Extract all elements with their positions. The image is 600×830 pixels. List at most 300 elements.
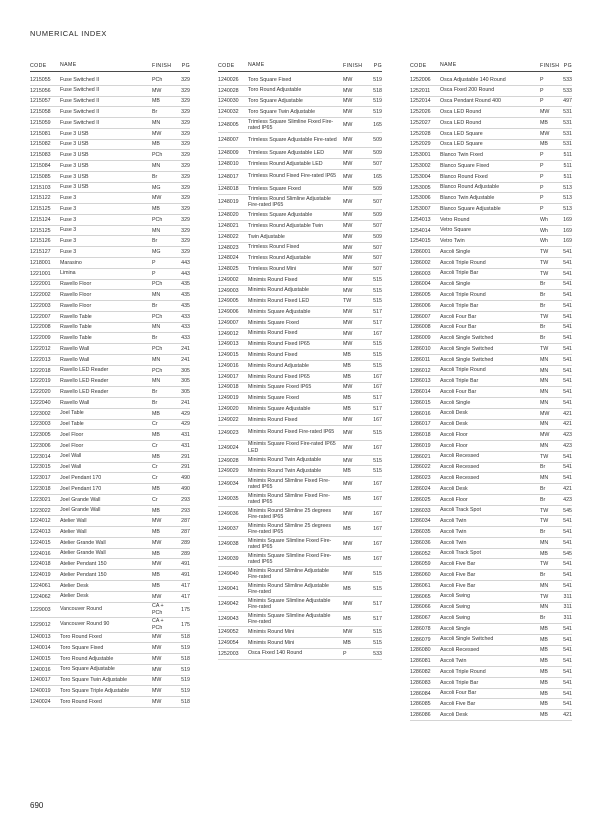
product-name: Joel Wall <box>60 453 82 460</box>
product-code: 1286060 <box>410 572 431 579</box>
index-row <box>218 340 382 351</box>
index-row <box>30 603 190 618</box>
index-row <box>218 86 382 97</box>
page-ref: 515 <box>373 468 382 475</box>
product-name: Toro Square Fixed <box>60 644 104 651</box>
product-name: Atelier Pendant 150 <box>60 561 107 568</box>
product-code: 1215124 <box>30 216 51 223</box>
product-code: 1252006 <box>410 76 431 83</box>
product-code: 1249036 <box>218 511 239 518</box>
page-ref: 519 <box>373 76 382 83</box>
index-row <box>30 643 190 654</box>
product-code: 1286083 <box>410 679 431 686</box>
finish: MN <box>540 378 549 385</box>
product-code: 1249007 <box>218 319 239 326</box>
index-row <box>410 280 572 291</box>
product-code: 1286022 <box>410 464 431 471</box>
index-column-1 <box>30 62 190 708</box>
finish: MB <box>343 586 351 593</box>
product-name: Ascoli Triple Round <box>440 291 486 298</box>
finish: MB <box>152 432 160 439</box>
index-row <box>30 527 190 538</box>
page-ref: 329 <box>181 227 190 234</box>
product-code: 1286082 <box>410 668 431 675</box>
page-ref: 541 <box>563 367 572 374</box>
finish: P <box>540 76 544 83</box>
product-name: Ravello LED Reader <box>60 378 109 385</box>
product-name: Minimis Round Fixed IP65 <box>248 341 310 348</box>
product-code: 1249006 <box>218 309 239 316</box>
finish: MW <box>152 634 162 641</box>
finish: MB <box>152 529 160 536</box>
finish: MN <box>152 227 161 234</box>
index-column-2 <box>218 62 382 660</box>
finish: Cr <box>152 464 158 471</box>
index-row <box>410 656 572 667</box>
index-row <box>30 559 190 570</box>
page-ref: 329 <box>181 130 190 137</box>
finish: MN <box>540 356 549 363</box>
product-name: Joel Grande Wall <box>60 507 101 514</box>
page-ref: 541 <box>563 658 572 665</box>
column-header <box>218 62 382 72</box>
finish: MB <box>540 690 548 697</box>
index-row <box>410 527 572 538</box>
index-row <box>30 452 190 463</box>
product-code: 1221001 <box>30 270 51 277</box>
product-name: Ascoli Single Switched <box>440 335 494 342</box>
page-ref: 511 <box>563 152 572 159</box>
finish: MW <box>343 109 353 116</box>
page-ref: 507 <box>373 266 382 273</box>
finish: MN <box>152 378 161 385</box>
product-name: Ascoli Recessed <box>440 647 480 654</box>
product-name: Ascoli Track Spot <box>440 550 481 557</box>
product-name: Fuse 3 USB <box>60 130 89 137</box>
product-name: Blanco Round Adjustable <box>440 184 500 191</box>
product-name: Osca LED Square <box>440 130 483 137</box>
page-ref: 518 <box>181 634 190 641</box>
finish: P <box>540 206 544 213</box>
product-code: 1249039 <box>218 556 239 563</box>
product-code: 1286003 <box>410 270 431 277</box>
index-row <box>30 226 190 237</box>
index-row <box>410 247 572 258</box>
index-row <box>218 466 382 477</box>
product-code: 1248018 <box>218 186 239 193</box>
product-code: 1253001 <box>410 152 431 159</box>
product-code: 1286025 <box>410 496 431 503</box>
index-row <box>410 463 572 474</box>
product-name: Blanco Square Adjustable <box>440 205 501 212</box>
index-row <box>218 318 382 329</box>
page-ref: 515 <box>373 639 382 646</box>
page-ref: 541 <box>563 378 572 385</box>
finish: MB <box>343 639 351 646</box>
finish: MN <box>152 163 161 169</box>
product-name: Ravello Table <box>60 335 92 342</box>
finish: MB <box>540 701 548 708</box>
finish: MW <box>343 87 353 94</box>
product-name: Twin Adjustable <box>248 233 285 240</box>
index-row <box>30 538 190 549</box>
product-code: 1286035 <box>410 529 431 536</box>
page-ref: 541 <box>563 475 572 482</box>
page-ref: 509 <box>373 233 382 240</box>
index-row <box>30 592 190 603</box>
finish: MW <box>152 518 162 525</box>
finish: Br <box>540 496 546 503</box>
product-code: 1215126 <box>30 238 51 245</box>
product-name: Minimis Round Fixed <box>248 276 298 283</box>
product-code: 1240026 <box>218 76 239 83</box>
page-ref: 329 <box>181 98 190 105</box>
product-code: 1249054 <box>218 639 239 646</box>
product-code: 1249002 <box>218 276 239 283</box>
index-row <box>30 409 190 420</box>
page-ref: 517 <box>373 601 382 608</box>
finish: MB <box>540 141 548 148</box>
product-name: Ravello Table <box>60 324 92 331</box>
page-ref: 329 <box>181 87 190 94</box>
finish: PCh <box>152 216 163 223</box>
page-ref: 169 <box>563 216 572 223</box>
index-row <box>410 193 572 204</box>
page-ref: 431 <box>181 432 190 439</box>
product-code: 1248010 <box>218 160 239 167</box>
page-ref: 515 <box>373 287 382 294</box>
finish: MN <box>540 389 549 396</box>
product-code: 1286010 <box>410 346 431 353</box>
product-code: 1223002 <box>30 410 51 417</box>
finish: MW <box>343 137 353 144</box>
page-ref: 517 <box>373 406 382 413</box>
product-name: Minimis Round Adjustable <box>248 287 309 294</box>
product-name: Ravello LED Reader <box>60 388 109 395</box>
product-code: 1286006 <box>410 302 431 309</box>
index-row <box>30 269 190 280</box>
product-name: Ascoli Single Switched <box>440 356 494 363</box>
product-name: Ascoli Single Switched <box>440 345 494 352</box>
header-page: PG <box>373 63 382 69</box>
product-code: 1286036 <box>410 539 431 546</box>
finish: MB <box>343 556 351 563</box>
index-row <box>30 204 190 215</box>
index-row <box>218 477 382 492</box>
page-ref: 167 <box>373 330 382 337</box>
page-ref: 311 <box>563 593 572 600</box>
index-row <box>30 312 190 323</box>
page-ref: 515 <box>373 276 382 283</box>
product-code: 1286004 <box>410 281 431 288</box>
page-ref: 311 <box>563 604 572 611</box>
page-ref: 289 <box>181 539 190 546</box>
page-ref: 509 <box>373 137 382 144</box>
product-code: 1240028 <box>218 87 239 94</box>
header-finish: FINISH <box>540 63 560 69</box>
product-name: Osca Adjustable 140 Round <box>440 76 506 83</box>
product-code: 1286008 <box>410 324 431 331</box>
finish: Br <box>152 389 158 396</box>
page-ref: 541 <box>563 690 572 697</box>
page-ref: 507 <box>373 199 382 206</box>
page-ref: 545 <box>563 550 572 557</box>
page-ref: 423 <box>563 432 572 439</box>
product-name: Ascoli Four Bar <box>440 313 477 320</box>
page-ref: 329 <box>181 76 190 83</box>
index-row <box>218 170 382 185</box>
product-code: 1248023 <box>218 244 239 251</box>
page-ref: 533 <box>563 87 572 94</box>
index-row <box>410 484 572 495</box>
page-ref: 443 <box>181 259 190 266</box>
finish: PCh <box>152 152 163 159</box>
product-code: 1240017 <box>30 677 51 684</box>
product-code: 1252014 <box>410 98 431 105</box>
index-row <box>30 633 190 644</box>
product-name: Ascoli Recessed <box>440 464 480 471</box>
product-name: Joel Pendant 170 <box>60 485 102 492</box>
page-ref: 291 <box>181 453 190 460</box>
product-name: Vetro Round <box>440 216 470 223</box>
product-code: 1249003 <box>218 287 239 294</box>
index-row <box>218 582 382 597</box>
product-code: 1286078 <box>410 625 431 632</box>
page-ref: 515 <box>373 586 382 593</box>
page-ref: 435 <box>181 302 190 309</box>
page-ref: 541 <box>563 313 572 320</box>
index-row <box>218 441 382 456</box>
page-ref: 175 <box>181 606 190 613</box>
finish: MB <box>152 507 160 514</box>
product-code: 1215058 <box>30 109 51 116</box>
page-ref: 175 <box>181 621 190 628</box>
product-code: 1286023 <box>410 475 431 482</box>
product-name: Minimis Round Slimline Fixed Fire-rated IP65 <box>248 492 330 506</box>
finish: MW <box>540 130 550 137</box>
index-row <box>30 463 190 474</box>
product-name: Trimless Square Fixed <box>248 186 301 193</box>
finish: TW <box>540 270 549 277</box>
product-name: Minimis Round Fixed <box>248 416 298 423</box>
finish: MN <box>540 421 549 428</box>
product-name: Ascoli Five Bar <box>440 561 476 568</box>
product-name: Osca LED Square <box>440 141 483 148</box>
product-name: Ascoli Desk <box>440 485 468 492</box>
page-ref: 531 <box>563 109 572 116</box>
index-row <box>218 210 382 221</box>
index-row <box>410 398 572 409</box>
finish: MW <box>152 195 162 202</box>
index-row <box>410 409 572 420</box>
header-code: CODE <box>30 63 47 69</box>
finish: MG <box>152 249 161 256</box>
product-name: Ascoli Single <box>440 399 471 406</box>
page-ref: 291 <box>181 464 190 471</box>
product-name: Toro Square Triple Adjustable <box>60 688 130 695</box>
finish: MB <box>343 496 351 503</box>
finish: MW <box>343 233 353 240</box>
product-code: 1252027 <box>410 119 431 126</box>
index-row <box>218 185 382 196</box>
product-code: 1215103 <box>30 184 51 191</box>
product-code: 1286002 <box>410 259 431 266</box>
index-row <box>30 376 190 387</box>
index-row <box>410 699 572 710</box>
product-name: Trimless Round Adjustable <box>248 255 311 262</box>
page-ref: 541 <box>563 346 572 353</box>
product-code: 1222018 <box>30 367 51 374</box>
finish: Wh <box>540 238 548 245</box>
finish: Br <box>152 238 158 245</box>
product-code: 1222001 <box>30 281 51 288</box>
column-header <box>410 62 572 72</box>
finish: TW <box>540 507 549 514</box>
product-name: Ascoli Floor <box>440 431 468 438</box>
page-ref: 531 <box>563 119 572 126</box>
page-ref: 417 <box>181 593 190 600</box>
index-row <box>30 506 190 517</box>
product-name: Fuse 3 USB <box>60 162 89 169</box>
product-name: Fuse 3 <box>60 248 77 255</box>
finish: MB <box>540 550 548 557</box>
product-name: Atelier Wall <box>60 528 87 535</box>
finish: Br <box>540 464 546 471</box>
product-name: Minimis Square Slimline Fixed Fire-rated IP65 <box>248 537 332 551</box>
index-row <box>30 581 190 592</box>
page-ref: 289 <box>181 550 190 557</box>
header-name: NAME <box>60 62 77 68</box>
product-name: Minimis Square Adjustable <box>248 405 311 412</box>
index-row <box>410 366 572 377</box>
page-ref: 329 <box>181 249 190 256</box>
product-name: Minimis Round Mini <box>248 628 295 635</box>
product-code: 1252026 <box>410 109 431 116</box>
product-code: 1222007 <box>30 313 51 320</box>
product-name: Fuse 3 <box>60 205 77 212</box>
product-name: Ascoli Triple Bar <box>440 679 479 686</box>
index-row <box>218 107 382 118</box>
finish: P <box>540 184 544 191</box>
index-row <box>218 361 382 372</box>
product-code: 1286013 <box>410 378 431 385</box>
product-name: Fuse 3 <box>60 227 77 234</box>
product-code: 1286024 <box>410 485 431 492</box>
page-ref: 433 <box>181 335 190 342</box>
product-name: Ascoli Triple Round <box>440 668 486 675</box>
product-name: Ascoli Single <box>440 625 471 632</box>
product-name: Atelier Pendant 150 <box>60 571 107 578</box>
finish: MW <box>343 122 353 129</box>
finish: MB <box>152 410 160 417</box>
index-row <box>410 452 572 463</box>
index-row <box>30 570 190 581</box>
index-row <box>218 393 382 404</box>
page-ref: 541 <box>563 668 572 675</box>
page-ref: 421 <box>563 712 572 719</box>
product-name: Vetro Twin <box>440 238 465 245</box>
product-name: Fuse 3 USB <box>60 152 89 159</box>
product-code: 1249019 <box>218 395 239 402</box>
page-ref: 541 <box>563 539 572 546</box>
index-row <box>410 75 572 86</box>
finish: Br <box>540 572 546 579</box>
page-ref: 545 <box>563 507 572 514</box>
product-code: 1248007 <box>218 137 239 144</box>
product-code: 1249018 <box>218 384 239 391</box>
product-name: Toro Square Adjustable <box>60 666 115 673</box>
product-name: Minimis Square Slimline Adjustable Fire-rated <box>248 612 331 626</box>
page-ref: 541 <box>563 302 572 309</box>
product-name: Ascoli Single Switched <box>440 636 494 643</box>
page-ref: 541 <box>563 281 572 288</box>
page-ref: 515 <box>373 352 382 359</box>
finish: CA + PCh <box>152 603 164 616</box>
product-name: Ravello Wall <box>60 345 90 352</box>
page-ref: 515 <box>373 457 382 464</box>
index-row <box>410 678 572 689</box>
index-row <box>30 150 190 161</box>
page-ref: 241 <box>181 346 190 353</box>
index-row <box>410 581 572 592</box>
finish: MW <box>540 432 550 439</box>
page-ref: 329 <box>181 163 190 169</box>
product-name: Trimless Round Adjustable LED <box>248 160 323 167</box>
product-code: 1215122 <box>30 195 51 202</box>
page-ref: 329 <box>181 216 190 223</box>
product-code: 1286009 <box>410 335 431 342</box>
index-row <box>30 430 190 441</box>
index-row <box>410 140 572 151</box>
product-code: 1253002 <box>410 163 431 169</box>
product-name: Atelier Grande Wall <box>60 550 106 557</box>
index-row <box>410 323 572 334</box>
page-ref: 423 <box>563 496 572 503</box>
product-code: 1286014 <box>410 389 431 396</box>
page-ref: 167 <box>373 444 382 451</box>
finish: MW <box>343 160 353 167</box>
product-code: 1248025 <box>218 266 239 273</box>
page-ref: 329 <box>181 173 190 180</box>
product-code: 1249012 <box>218 330 239 337</box>
page-ref: 167 <box>373 481 382 488</box>
product-name: Joel Floor <box>60 442 84 449</box>
product-code: 1223021 <box>30 496 51 503</box>
finish: MB <box>540 625 548 632</box>
page-ref: 511 <box>563 163 572 169</box>
finish: PCh <box>152 281 163 288</box>
page-ref: 443 <box>181 270 190 277</box>
index-row <box>218 296 382 307</box>
product-name: Joel Pendant 170 <box>60 475 102 481</box>
page-ref: 519 <box>373 98 382 105</box>
finish: MB <box>540 119 548 126</box>
product-name: Ascoli Four Bar <box>440 324 477 331</box>
page-ref: 518 <box>181 655 190 662</box>
page-ref: 518 <box>181 698 190 705</box>
product-code: 1224012 <box>30 518 51 525</box>
page-ref: 435 <box>181 292 190 299</box>
finish: P <box>540 98 544 105</box>
product-name: Toro Round Fixed <box>60 698 102 705</box>
page-ref: 287 <box>181 529 190 536</box>
product-code: 1253005 <box>410 184 431 191</box>
product-name: Minimis Round Slimline 25 degrees Fire-rated IP65 <box>248 507 332 521</box>
index-row <box>410 107 572 118</box>
index-row <box>410 312 572 323</box>
product-name: Ascoli Twin <box>440 528 467 535</box>
finish: Br <box>152 173 158 180</box>
